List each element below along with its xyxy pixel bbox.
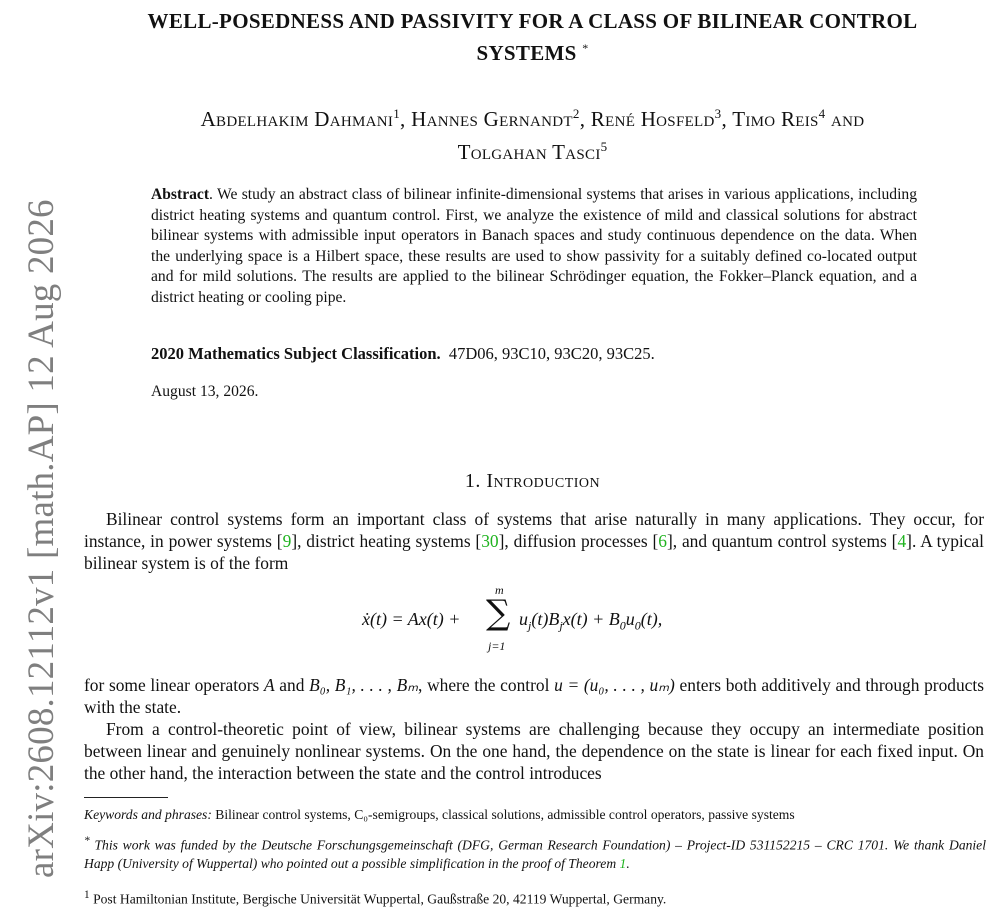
- intro-text: , where the control: [418, 675, 555, 695]
- arxiv-identifier-stamp: arXiv:2608.12112v1 [math.AP] 12 Aug 2026: [21, 199, 62, 878]
- author-sup: 1: [393, 106, 401, 121]
- author-list: Abdelhakim Dahmani$^1$, Hannes Gernandt$^2$, René Hosfeld$^3$, Timo Reis$^4$ and Tolgahan Tasci$^5$: [200, 106, 865, 164]
- intro-text: for some linear operators: [84, 675, 264, 695]
- intro-paragraph-3: [84, 718, 984, 785]
- intro-text: and: [274, 675, 310, 695]
- funding-end: .: [626, 855, 630, 871]
- affiliation-text: Post Hamiltonian Institute, Bergische Universität Wuppertal, Gaußstraße 20, 42119 Wuppertal, Germany.: [89, 891, 667, 907]
- footnote-affiliation: [84, 886, 986, 909]
- math-control-u: u = (u₀, . . . , uₘ): [554, 675, 675, 695]
- citation-link[interactable]: 4: [897, 531, 907, 552]
- intro-text: Bilinear control systems form an important class of systems that arise naturally in many applications. They occur, for instance, in power systems [: [84, 509, 984, 552]
- author-sup: 4: [818, 106, 826, 121]
- paper-date: August 13, 2026.: [151, 383, 259, 400]
- author-sup: 3: [714, 106, 722, 121]
- author-name: Tolgahan Tasci: [457, 140, 601, 164]
- intro-text: ]. A typical bilinear system is of the form: [84, 531, 984, 574]
- author-conjunction: and: [831, 107, 865, 131]
- abstract-label: Abstract: [151, 186, 210, 203]
- funding-text: This work was funded by the Deutsche Forschungsgemeinschaft (DFG, German Research Foundation) – Project-ID 531152215 – CRC 1701. We thank Daniel Happ (University of Wuppertal) who pointed out a possible simplification in the proof of Theorem: [84, 837, 986, 871]
- equation-rhs-text: $u_j(t)B_jx(t) + B_0u_0(t)$,: [519, 609, 663, 633]
- citation-link[interactable]: 9: [282, 531, 292, 552]
- msc-codes: 47D06, 93C10, 93C20, 93C25.: [448, 344, 655, 363]
- citation-link[interactable]: 30: [481, 531, 499, 552]
- summation-symbol: ∑: [486, 593, 511, 633]
- intro-text: ], and quantum control systems [: [666, 531, 898, 552]
- keywords-label: Keywords and phrases:: [84, 807, 212, 822]
- citation-link[interactable]: 6: [658, 531, 667, 552]
- math-operators-b: B₀, B₁, . . . , Bₘ: [309, 675, 419, 695]
- footnote-funding: [84, 832, 986, 873]
- theorem-reference-link[interactable]: 1: [619, 855, 627, 871]
- bilinear-system-equation: [362, 583, 722, 657]
- sum-upper-limit: m: [495, 583, 504, 597]
- equation-lhs: ẋ(t) = Ax(t) +: [362, 609, 461, 629]
- author-name: Abdelhakim Dahmani: [200, 107, 394, 131]
- affiliation-mark: 1: [84, 889, 90, 901]
- keywords-text: Bilinear control systems, C₀-semigroups, classical solutions, admissible control operators, passive systems: [211, 807, 795, 822]
- msc-classification: [151, 344, 917, 364]
- footnote-divider: [84, 797, 168, 798]
- intro-text: ], diffusion processes [: [498, 531, 659, 552]
- intro-text: From a control-theoretic point of view, bilinear systems are challenging because they occupy an intermediate position between linear and genuinely nonlinear systems. On the one hand, the dependence on the state is linear for each fixed input. On the other hand, the interaction between the state and the control introduces: [84, 719, 984, 784]
- abstract-text: . We study an abstract class of bilinear infinite-dimensional systems that arises in various applications, including district heating systems and quantum control. First, we analyze the existence of mild and classical solutions for abstract bilinear systems with admissible input operators in Banach spaces and study continuous dependence on the data. When the underlying space is a Hilbert space, these results are used to show passivity for a suitably defined co-located output and for mild solutions. The results are applied to the bilinear Schrödinger equation, the Fokker–Planck equation, and a district heating or cooling pipe.: [151, 186, 917, 306]
- footnote-keywords: [84, 806, 986, 824]
- author-name: René Hosfeld: [590, 107, 715, 131]
- intro-text: ], district heating systems [: [291, 531, 482, 552]
- author-name: Hannes Gernandt: [411, 107, 573, 131]
- funding-mark: *: [84, 835, 90, 847]
- intro-paragraph-1: [84, 508, 984, 575]
- author-sup: 5: [600, 139, 608, 154]
- author-sup: 2: [572, 106, 580, 121]
- intro-text: enters both additively and through products with the state.: [84, 675, 985, 718]
- equation-rhs: [519, 609, 662, 634]
- author-name: Timo Reis: [732, 107, 819, 131]
- sum-lower-limit: j=1: [488, 639, 506, 653]
- paper-title: [80, 8, 985, 67]
- title-line-2: SYSTEMS: [476, 41, 577, 65]
- section-number: 1.: [464, 470, 481, 492]
- abstract: [151, 185, 917, 309]
- section-title: Introduction: [486, 470, 601, 492]
- math-operator-a: A: [264, 675, 275, 695]
- section-heading-introduction: [80, 468, 985, 494]
- title-footnote-mark: *: [582, 41, 589, 55]
- intro-paragraph-2: [84, 674, 984, 718]
- title-line-1: WELL-POSEDNESS AND PASSIVITY FOR A CLASS OF BILINEAR CONTROL: [147, 9, 918, 33]
- msc-label: 2020 Mathematics Subject Classification.: [151, 344, 441, 363]
